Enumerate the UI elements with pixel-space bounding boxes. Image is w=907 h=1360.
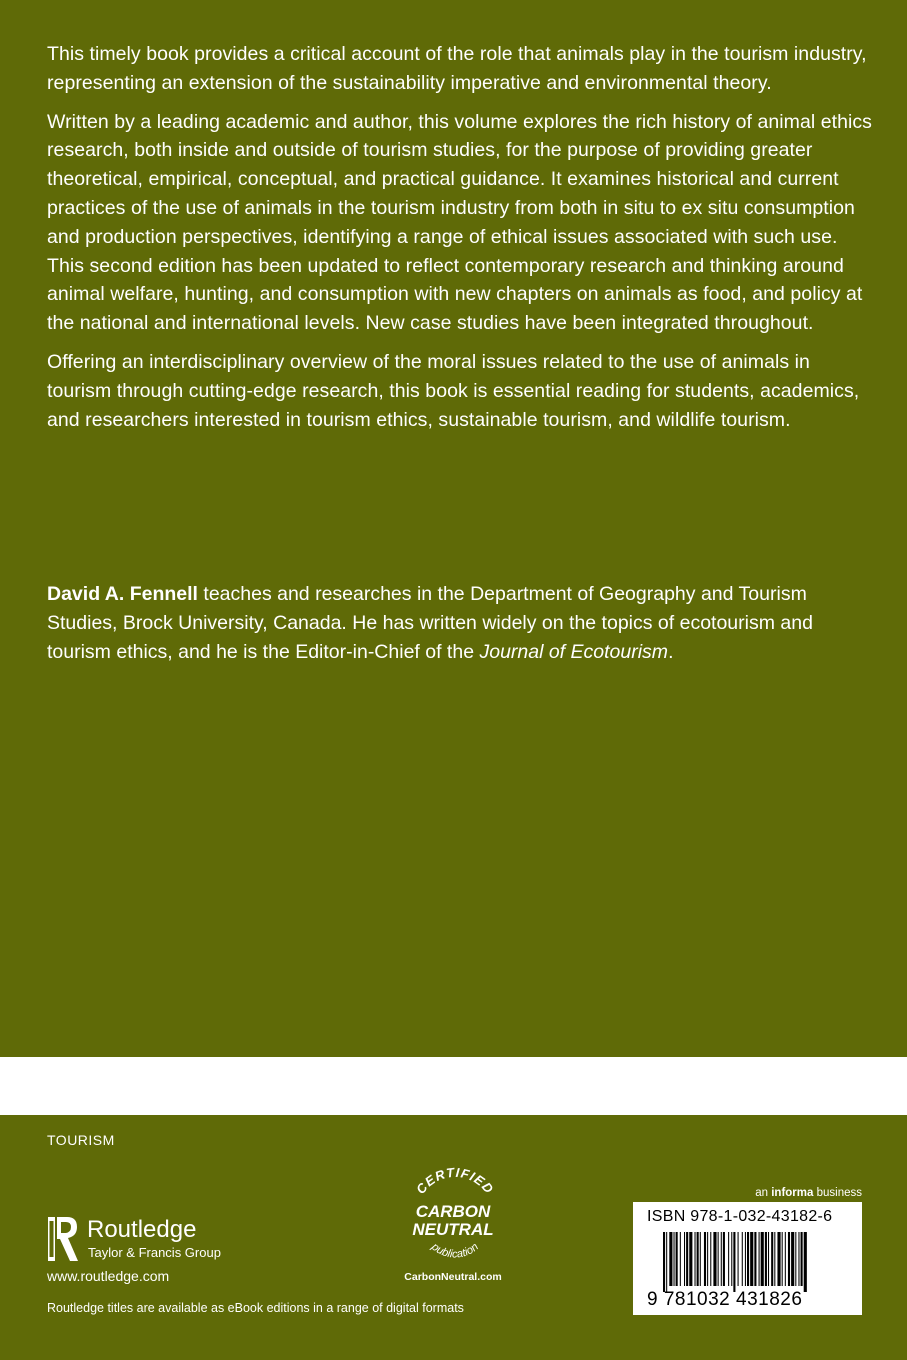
publisher-logo bbox=[47, 1215, 247, 1265]
barcode-bar bbox=[738, 1232, 739, 1286]
barcode-bar bbox=[801, 1232, 803, 1286]
barcode-bar bbox=[718, 1232, 719, 1286]
barcode-bar bbox=[680, 1232, 681, 1286]
barcode-bar bbox=[669, 1232, 672, 1286]
barcode-bar bbox=[713, 1232, 716, 1286]
blurb-paragraph-2: Written by a leading academic and author, this volume explores the rich history of animal ethics research, both inside and outside of tourism studies, for the purpose of providing greater theoretical, empirical, conceptual, and practical guidance. It examines historical and current practices of the use of animals in the tourism industry from both in situ to ex situ consumption and production perspectives, identifying a range of ethical issues associated with such use. This second edition has been updated to reflect contemporary research and thinking around animal welfare, hunting, and consumption with new chapters on animals as food, and policy at the national and international levels. New case studies have been integrated throughout. bbox=[47, 110, 872, 335]
routledge-logo-icon bbox=[47, 1215, 79, 1263]
barcode-bar bbox=[663, 1232, 665, 1292]
ebook-note: Routledge titles are available as eBook editions in a range of digital formats bbox=[47, 1301, 464, 1315]
barcode-bar bbox=[777, 1232, 780, 1286]
barcode-bar bbox=[697, 1232, 699, 1286]
barcode-bar bbox=[785, 1232, 786, 1286]
barcode-bar bbox=[745, 1232, 746, 1286]
informa-business-note bbox=[635, 1187, 862, 1199]
publisher-name: Routledge bbox=[87, 1216, 197, 1243]
barcode-bar bbox=[707, 1232, 708, 1286]
subject-category: TOURISM bbox=[47, 1132, 115, 1148]
barcode-bar bbox=[798, 1232, 799, 1286]
barcode-bar bbox=[795, 1232, 796, 1286]
publisher-website: www.routledge.com bbox=[47, 1268, 170, 1284]
informa-name: informa bbox=[771, 1187, 814, 1199]
barcode-bar bbox=[774, 1232, 775, 1286]
informa-suffix: business bbox=[813, 1187, 862, 1199]
barcode-digits: 9 781032 431826 bbox=[647, 1289, 803, 1310]
carbon-certified-text: CERTIFIED bbox=[413, 1165, 497, 1197]
white-divider-stripe bbox=[0, 1057, 907, 1115]
barcode-bar bbox=[759, 1232, 760, 1286]
barcode-bar bbox=[731, 1232, 732, 1286]
blurb-paragraph-1: This timely book provides a critical account of the role that animals play in the tourism industry, representing an extension of the sustainability imperative and environmental theory. bbox=[47, 43, 867, 94]
barcode-bar bbox=[689, 1232, 692, 1286]
barcode-bar bbox=[704, 1232, 706, 1286]
barcode-bar bbox=[686, 1232, 688, 1286]
carbon-word-carbon: CARBON bbox=[415, 1202, 491, 1221]
barcode-bar bbox=[750, 1232, 753, 1286]
publisher-tagline: Taylor & Francis Group bbox=[88, 1245, 221, 1260]
barcode-bar bbox=[765, 1232, 767, 1286]
barcode-bar bbox=[721, 1232, 722, 1286]
carbon-neutral-badge bbox=[395, 1165, 520, 1290]
barcode-bar bbox=[733, 1232, 735, 1292]
book-blurb bbox=[47, 40, 872, 444]
barcode-bar bbox=[723, 1232, 725, 1286]
isbn-barcode bbox=[633, 1202, 862, 1315]
blurb-paragraph-3: Offering an interdisciplinary overview of the moral issues related to the use of animals in tourism through cutting-edge research, this book is essential reading for students, academics, and researchers interested in tourism ethics, sustainable tourism, and wildlife tourism. bbox=[47, 350, 860, 431]
barcode-bar bbox=[676, 1232, 678, 1286]
carbon-word-neutral: NEUTRAL bbox=[412, 1220, 494, 1239]
barcode-bar bbox=[666, 1232, 667, 1292]
author-name: David A. Fennell bbox=[47, 583, 198, 605]
author-bio-text: teaches and researches in the Department of Geography and Tourism Studies, Brock University, Canada. He has written widely on the topics of ecotourism and tourism ethics, and he is the Editor-in-Chief of the bbox=[47, 583, 813, 663]
barcode-bar bbox=[782, 1232, 783, 1286]
barcode-bar bbox=[761, 1232, 764, 1286]
isbn-number: ISBN 978-1-032-43182-6 bbox=[647, 1208, 833, 1225]
barcode-bar bbox=[700, 1232, 701, 1286]
barcode-bar bbox=[728, 1232, 729, 1286]
author-bio-end: . bbox=[668, 640, 674, 663]
barcode-bar bbox=[674, 1232, 675, 1286]
barcode-bar bbox=[747, 1232, 749, 1286]
back-cover-footer bbox=[0, 1115, 907, 1360]
journal-title: Journal of Ecotourism bbox=[479, 640, 669, 663]
barcode-bar bbox=[791, 1232, 794, 1286]
barcode-bar bbox=[804, 1232, 807, 1292]
informa-prefix: an bbox=[755, 1187, 772, 1199]
carbon-neutral-badge-icon bbox=[395, 1165, 520, 1270]
barcode-bar bbox=[695, 1232, 696, 1286]
carbon-neutral-website: CarbonNeutral.com bbox=[404, 1271, 502, 1283]
barcode-bar bbox=[771, 1232, 773, 1286]
barcode-bar bbox=[754, 1232, 756, 1286]
barcode-bar bbox=[742, 1232, 743, 1286]
barcode-bar bbox=[788, 1232, 790, 1286]
author-bio bbox=[47, 580, 872, 666]
barcode-bar bbox=[768, 1232, 769, 1286]
barcode-bar bbox=[710, 1232, 711, 1286]
carbon-publication-text: publication bbox=[429, 1240, 481, 1261]
barcode-bar bbox=[684, 1232, 685, 1286]
